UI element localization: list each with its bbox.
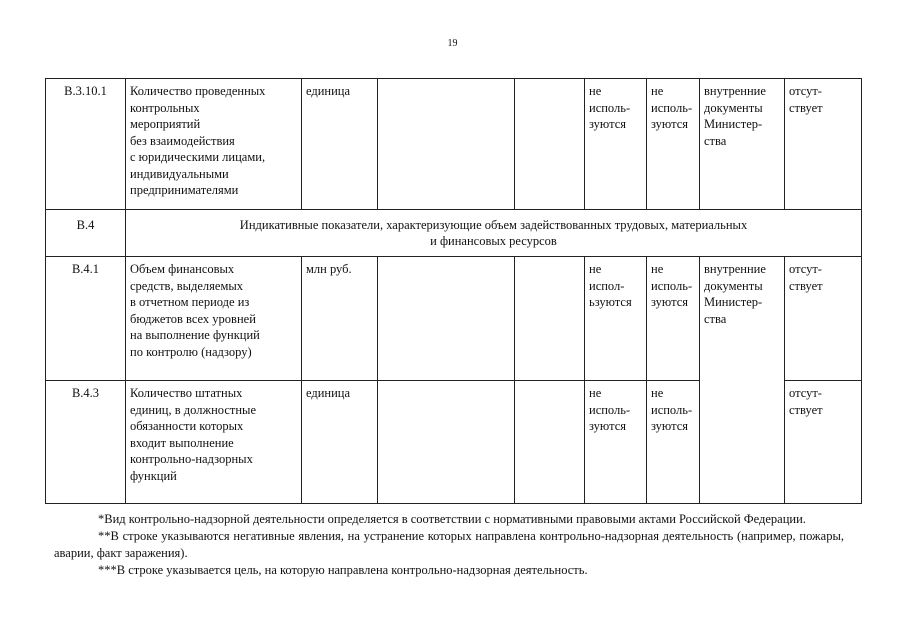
row-unit: млн руб. bbox=[302, 257, 378, 381]
empty-cell bbox=[378, 257, 515, 381]
row-col9: отсут- ствует bbox=[785, 257, 862, 381]
row-name: Объем финансовых средств, выделяемых в отчетном периоде из бюджетов всех уровней на выполнение функций по контролю (надзору) bbox=[126, 257, 302, 381]
row-col6: не исполь- зуются bbox=[585, 381, 647, 504]
empty-cell bbox=[515, 79, 585, 210]
row-code: В.3.10.1 bbox=[46, 79, 126, 210]
table-row bbox=[46, 257, 862, 381]
row-code: В.4.3 bbox=[46, 381, 126, 504]
section-title: Индикативные показатели, характеризующие объем задействованных трудовых, материальных и финансовых ресурсов bbox=[126, 210, 862, 257]
section-row bbox=[46, 210, 862, 257]
row-code: В.4.1 bbox=[46, 257, 126, 381]
row-col7: не исполь- зуются bbox=[647, 257, 700, 381]
row-col6: не исполь- зуются bbox=[585, 79, 647, 210]
row-name: Количество штатных единиц, в должностные обязанности которых входит выполнение контрольно-надзорных функций bbox=[126, 381, 302, 504]
section-code: В.4 bbox=[46, 210, 126, 257]
page-number: 19 bbox=[447, 38, 458, 49]
row-name: Количество проведенных контрольных мероприятий без взаимодействия с юридическими лицами, индивидуальными предпринимателями bbox=[126, 79, 302, 210]
row-col7: не исполь- зуются bbox=[647, 79, 700, 210]
row-col8: внутренние документы Министер- ства bbox=[700, 79, 785, 210]
empty-cell bbox=[378, 381, 515, 504]
row-col7: не исполь- зуются bbox=[647, 381, 700, 504]
row-unit: единица bbox=[302, 381, 378, 504]
row-col9: отсут- ствует bbox=[785, 381, 862, 504]
footnote: *Вид контрольно-надзорной деятельности определяется в соответствии с нормативными правовыми актами Российской Федерации. bbox=[98, 512, 806, 526]
table-row bbox=[46, 79, 862, 210]
footnote: **В строке указываются негативные явления, на устранение которых направлена контрольно-надзорная деятельность (например, пожары, аварии, факт заражения). bbox=[54, 529, 844, 560]
row-col6: не испол- ьзуются bbox=[585, 257, 647, 381]
row-unit: единица bbox=[302, 79, 378, 210]
row-col8: внутренние документы Министер- ства bbox=[700, 257, 785, 504]
row-col9: отсут- ствует bbox=[785, 79, 862, 210]
empty-cell bbox=[515, 257, 585, 381]
empty-cell bbox=[515, 381, 585, 504]
footnote: ***В строке указывается цель, на которую направлена контрольно-надзорная деятельность. bbox=[98, 563, 588, 577]
indicators-table bbox=[45, 78, 862, 504]
empty-cell bbox=[378, 79, 515, 210]
footnotes bbox=[54, 511, 844, 579]
